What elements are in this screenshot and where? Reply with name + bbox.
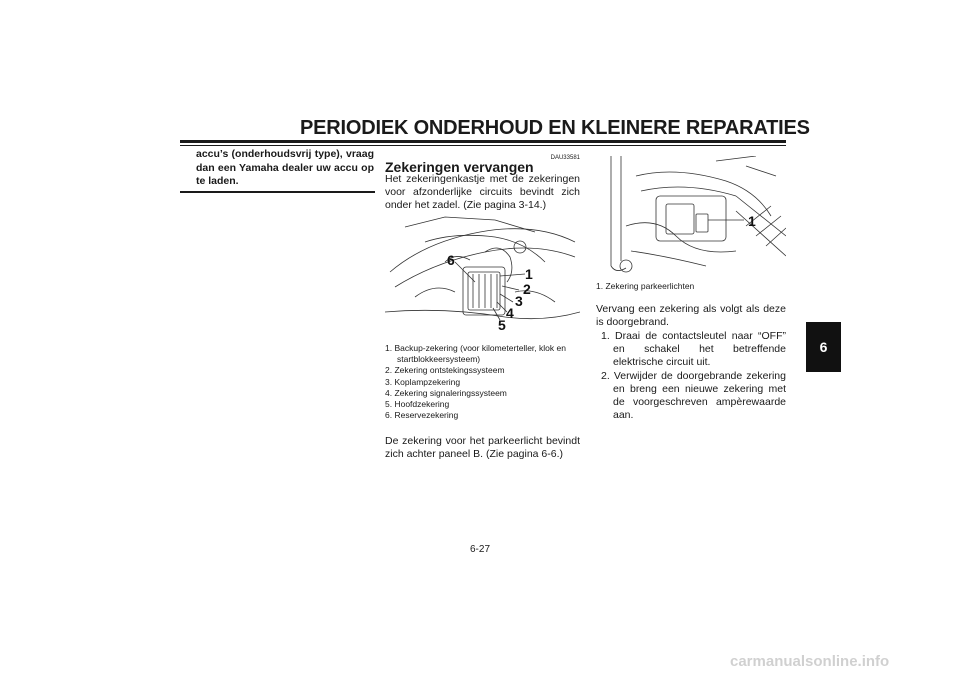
parking-fuse-drawing <box>596 156 786 279</box>
caption-item: 2. Zekering ontstekingssysteem <box>385 365 505 376</box>
callout-2: 2 <box>523 281 531 297</box>
fuse-box-illustration <box>385 212 580 337</box>
header-rule-thick <box>180 140 786 143</box>
caption-item: 5. Hoofdzekering <box>385 399 450 410</box>
caption-item: 3. Koplampzekering <box>385 376 461 387</box>
caption-item: 1. Zekering parkeerlichten <box>596 281 695 291</box>
section-intro-paragraph: Het zekeringenkastje met de zekeringen voor afzonderlijke circuits bevindt zich onder het zadel. (Zie pagina 3-14.) <box>385 173 580 212</box>
section-heading: Zekeringen vervangen <box>385 159 534 175</box>
procedure-intro: Vervang een zekering als volgt als deze is doorgebrand. <box>596 303 786 329</box>
fuse-box-drawing <box>385 212 580 337</box>
caption-item: 1. Backup-zekering (voor kilometerteller, klok en startblokkeersysteem) <box>385 343 566 365</box>
callout-3: 3 <box>515 293 523 309</box>
chapter-side-tab: 6 <box>806 322 841 372</box>
procedure-step: 1. Draai de contactsleutel naar “OFF” en schakel het betreffende elektrische circuit uit. <box>601 330 786 369</box>
procedure-step: 2. Verwijder de doorgebrande zekering en breng een nieuwe zekering met de voorgeschreven ampèrewaarde aan. <box>601 369 786 422</box>
section-doc-code: DAU33581 <box>550 155 580 161</box>
parking-fuse-illustration <box>596 156 786 279</box>
warning-end-rule <box>180 191 375 193</box>
page-header-title: PERIODIEK ONDERHOUD EN KLEINERE REPARATIES <box>300 117 810 139</box>
callout-1: 1 <box>525 266 533 282</box>
parking-fuse-note: De zekering voor het parkeerlicht bevindt zich achter paneel B. (Zie pagina 6-6.) <box>385 435 580 461</box>
callout-4: 4 <box>506 305 514 321</box>
procedure-steps <box>596 330 786 422</box>
figure2-caption-list <box>596 281 786 292</box>
figure1-caption-list <box>385 343 580 421</box>
caption-item: 6. Reservezekering <box>385 410 459 421</box>
warning-continuation-text: accu’s (onderhoudsvrij type), vraag dan een Yamaha dealer uw accu op te laden. <box>196 148 374 187</box>
caption-item: 4. Zekering signaleringssysteem <box>385 387 507 398</box>
header-rule-thin <box>180 145 786 146</box>
callout-6: 6 <box>447 252 455 268</box>
callout-5: 5 <box>498 317 506 333</box>
callout-1: 1 <box>748 213 756 229</box>
watermark: carmanualsonline.info <box>730 653 890 670</box>
page-number: 6-27 <box>469 544 490 555</box>
